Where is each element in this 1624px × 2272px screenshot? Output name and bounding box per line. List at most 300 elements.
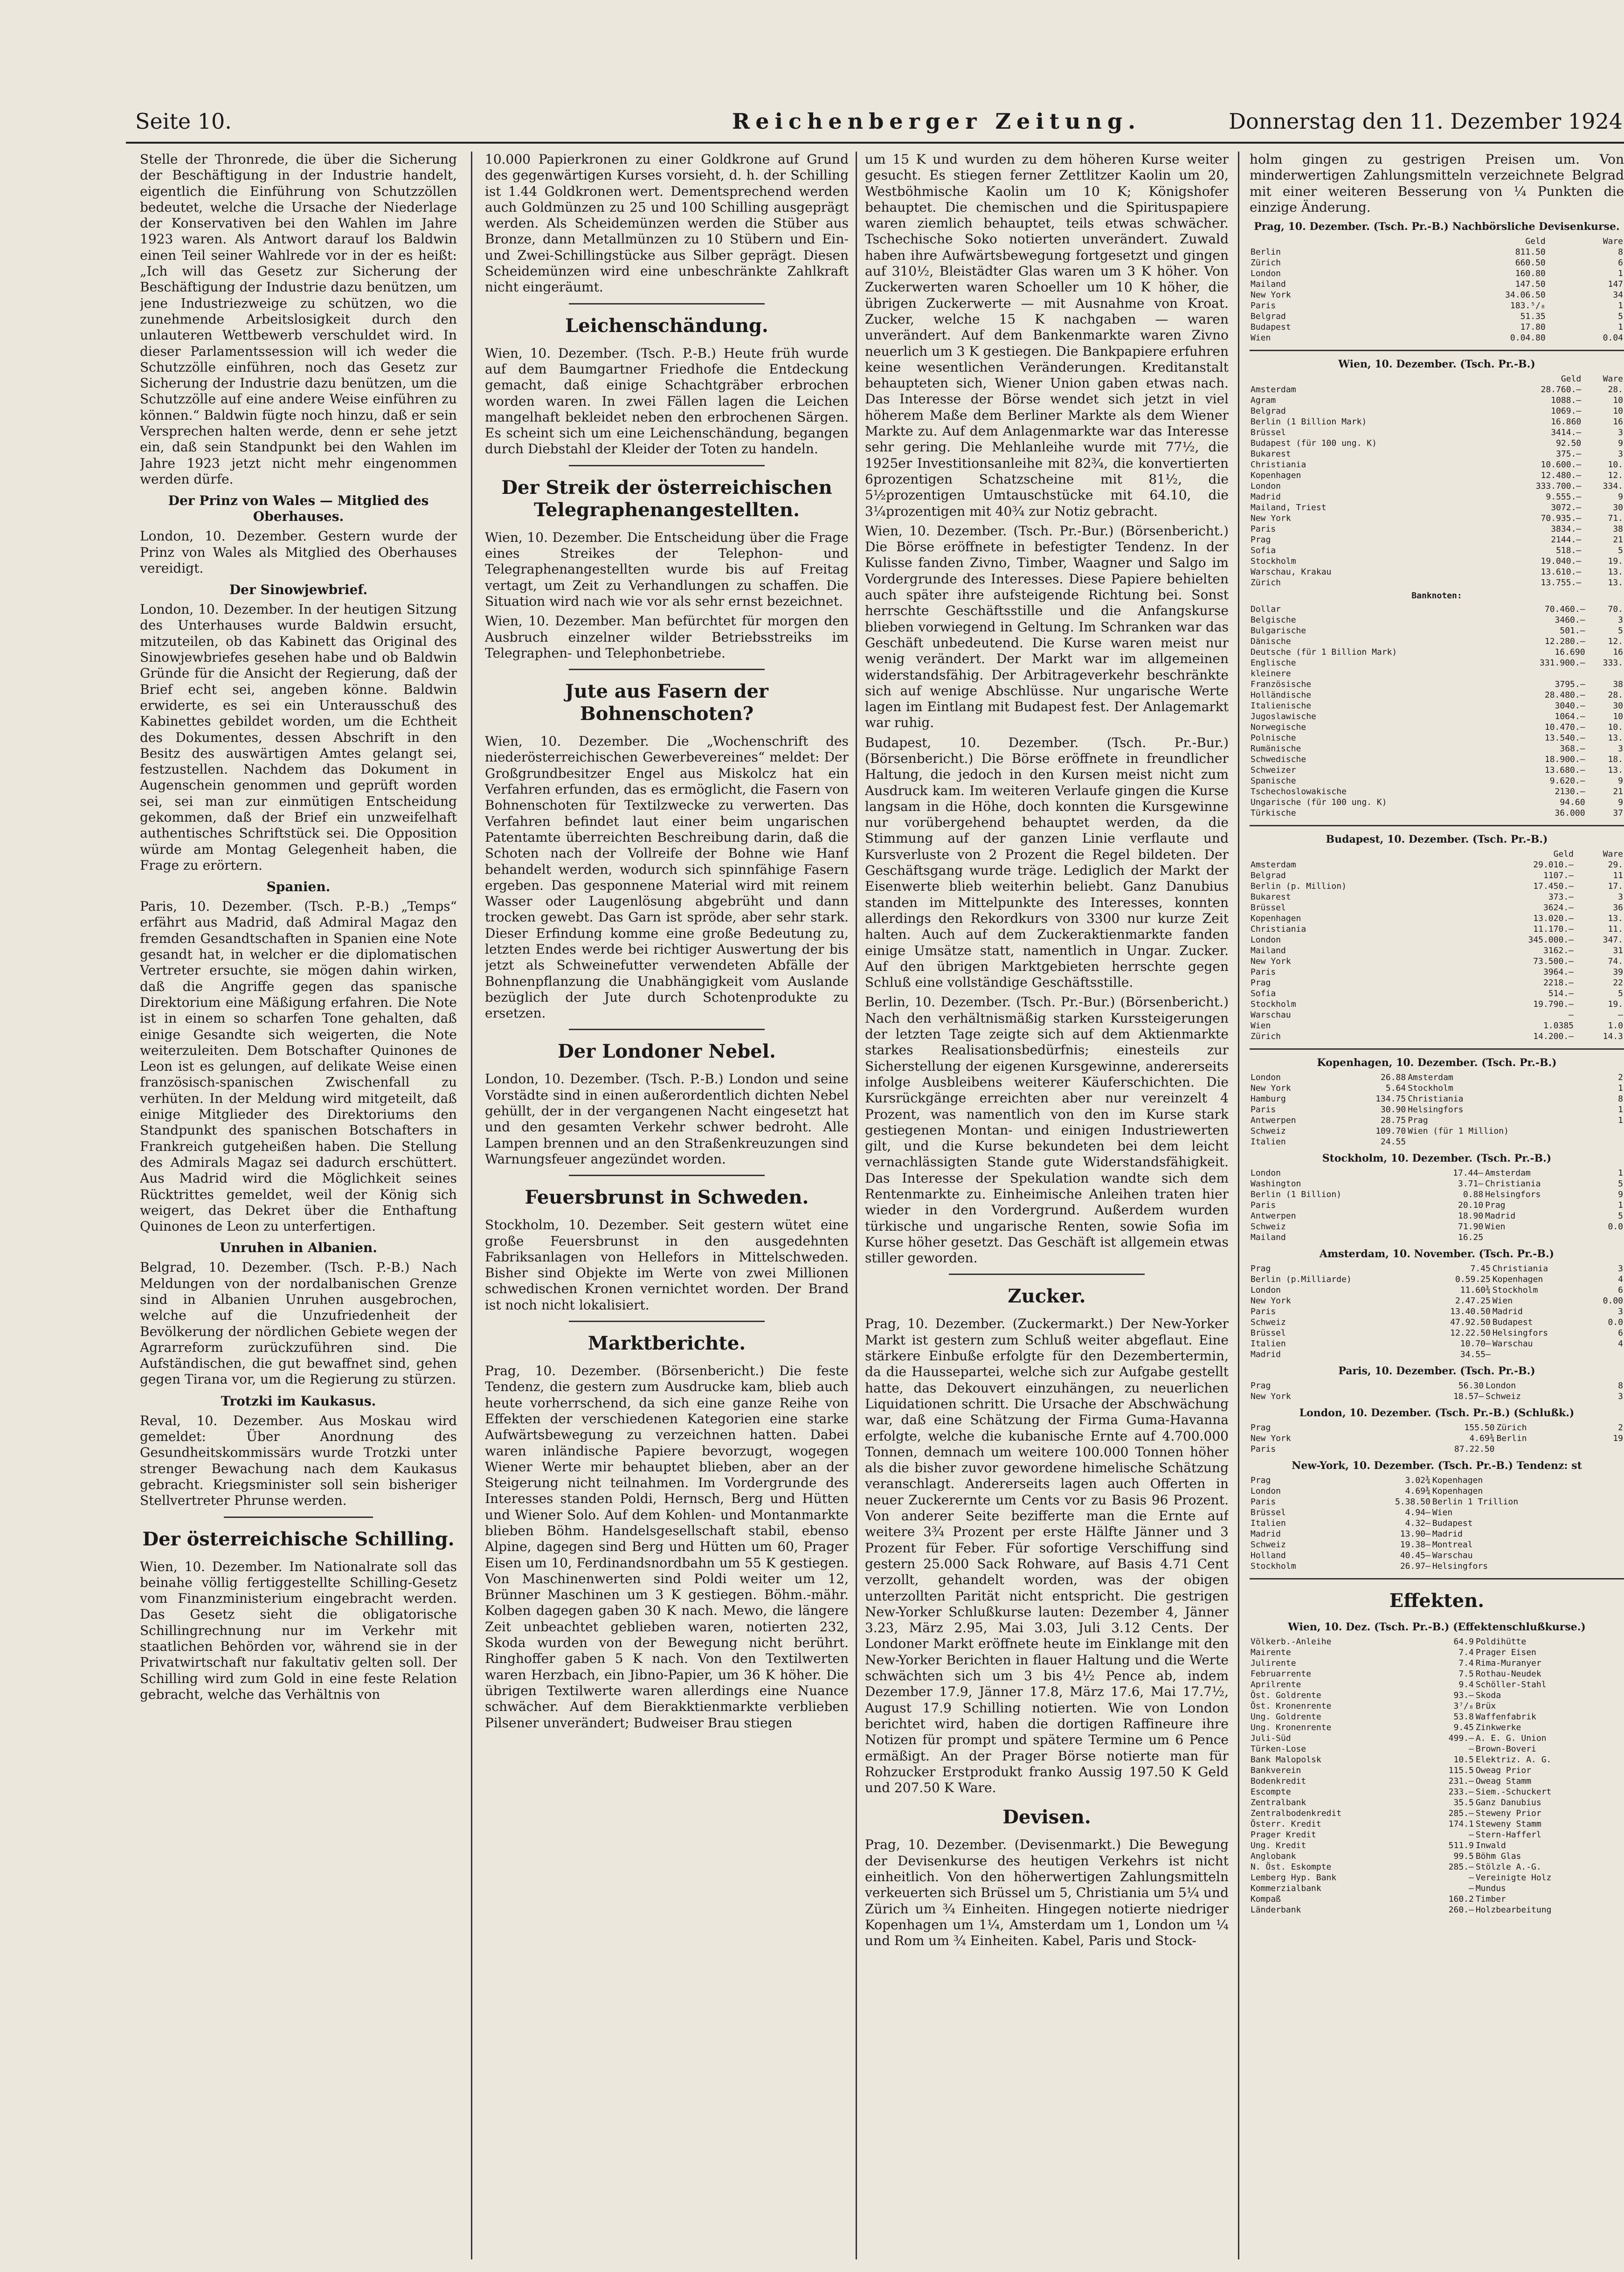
column-4-market-tables <box>1250 152 1624 2259</box>
table-cell: Paris <box>1251 1200 1276 1211</box>
table-row <box>1250 556 1624 567</box>
table-cell: 11.60¾ <box>1460 1285 1491 1295</box>
table-cell: 0.00 <box>1603 1296 1623 1306</box>
table-cell: 22 <box>1613 978 1623 988</box>
table-row <box>1250 1539 1624 1550</box>
table-cell: Rima-Muranyer <box>1475 1658 1541 1669</box>
table-row <box>1250 935 1624 945</box>
table-cell: Schweiz <box>1486 1392 1521 1402</box>
table-cell: Berlin <box>1496 1434 1527 1444</box>
table-cell: 29. <box>1608 860 1623 870</box>
table-row <box>1250 1295 1624 1306</box>
article-text: London, 10. Dezember. Gestern wurde der Prinz von Wales als Mitglied des Oberhauses vereidigt. <box>140 528 457 576</box>
table-row <box>1250 902 1624 913</box>
article-heading: Der Streik der österreichischen Telegraphenangestellten. <box>501 476 832 521</box>
table-row <box>1250 765 1624 776</box>
table-cell: — <box>1618 1010 1623 1020</box>
table-cell: 2144.— <box>1551 535 1582 545</box>
table-cell: Kopenhagen <box>1251 471 1301 481</box>
table-cell: 333. <box>1603 658 1623 668</box>
table-cell <box>1620 1883 1624 1894</box>
table-cell: 109.70 <box>1375 1126 1406 1136</box>
table-cell: 9.555.— <box>1546 492 1582 502</box>
table-cell: Stern-Hafferl <box>1475 1830 1541 1840</box>
table-cell: — <box>1469 1830 1474 1840</box>
table-row <box>1250 290 1624 300</box>
table-cell: 13. <box>1608 733 1623 743</box>
table-cell: 13. <box>1608 914 1623 924</box>
table-cell: 1 <box>1618 269 1623 279</box>
table-cell: 183.⁵/₈ <box>1510 301 1546 311</box>
table-cell: Wien (für 1 Million) <box>1408 1126 1509 1136</box>
table-cell: Belgische <box>1251 615 1296 625</box>
table-cell: Paris <box>1251 1307 1276 1317</box>
table-cell: 1.0385 <box>1543 1021 1574 1031</box>
table-row <box>1250 1232 1624 1243</box>
table-row <box>1250 1529 1624 1539</box>
table-row <box>1250 1168 1624 1178</box>
table-cell: Wien <box>1432 1508 1453 1518</box>
table-cell: Budapest <box>1432 1518 1473 1529</box>
table-cell: Holland <box>1251 1551 1286 1561</box>
article-text: London, 10. Dezember. In der heutigen Sitzung des Unterhauses wurde Baldwin ersucht, mitzuteilen, ob das Kabinett das Original des Sinowjewbriefes gesehen habe und ob Baldwin Gründe für die Ansicht der Regierung, daß der Brief echt sei, angeben könne. Baldwin erwiderte, es sei ein Unterausschuß des Kabinettes gebildet worden, um die Echtheit des Dokumentes, dessen Abschrift in den Besitz des auswärtigen Amtes gelangt sei, festzustellen. Nachdem das Dokument in Augenschein genommen und geprüft worden sei, sei man zur einmütigen Entscheidung gekommen, daß der Brief ein unzweifelhaft authentisches Schriftstück sei. Die Opposition würde am Montag Gelegenheit haben, die Frage zu erörtern. <box>140 602 457 873</box>
table-row <box>1250 1391 1624 1402</box>
table-row <box>1250 647 1624 658</box>
table-cell: Schweiz <box>1251 1222 1286 1232</box>
table-cell: 13.540.— <box>1544 733 1585 743</box>
table-cell: Prag <box>1251 1264 1271 1274</box>
table-cell: 17. <box>1608 881 1623 892</box>
table-row <box>1250 1317 1624 1328</box>
table-cell <box>1620 1561 1624 1572</box>
table-row <box>1250 1669 1624 1679</box>
table-row <box>1250 1422 1624 1433</box>
table-cell: A. E. G. Union <box>1475 1733 1547 1744</box>
table-row <box>1250 1328 1624 1338</box>
table-cell: 99.5 <box>1453 1851 1474 1862</box>
table-cell <box>1620 1754 1624 1765</box>
table-row <box>1250 956 1624 967</box>
table-cell <box>1620 1744 1624 1754</box>
table-cell <box>1620 1808 1624 1819</box>
table-cell: 3964.— <box>1543 967 1574 977</box>
table-subtitle: Wien, 10. Dez. (Tsch. Pr.-B.) (Effektenschlußkurse.) <box>1288 1621 1586 1634</box>
table-cell: 9.4 <box>1458 1680 1474 1690</box>
table-cell: 17.450.— <box>1533 881 1574 892</box>
separator <box>569 303 765 305</box>
table-cell: Oweag Stamm <box>1475 1776 1532 1787</box>
table-cell: 93.— <box>1453 1690 1474 1701</box>
article-text: Paris, 10. Dezember. (Tsch. P.-B.) „Temps“ erfährt aus Madrid, daß Admiral Magaz den fremden Gesandtschaften in Spanien eine Note gesandt hat, in welcher er die diplomatischen Vertreter ersuchte, sie mögen dahin wirken, daß die Angriffe gegen das spanische Direktorium eine Mäßigung erfahren. Die Note ist in einem so scharfen Tone gehalten, daß einige Gesandte sich weigerten, die Note weiterzuleiten. Dem Botschafter Quinones de Leon ist es gelungen, auf delikate Weise einen französisch-spanischen Zwischenfall zu verhüten. In der Meldung wird mitgeteilt, daß einige Mitglieder des Direktoriums den Standpunkt des spanischen Botschafters in Frankreich gutgeheißen haben. Die Stellung des Admirals Magaz sei dadurch erschüttert. Aus Madrid wird die Möglichkeit seines Rücktrittes gemeldet, weil der König sich weigert, das Dekret über die Enthaftung Quinones de Leon zu unterfertigen. <box>140 899 457 1234</box>
article-text: London, 10. Dezember. (Tsch. P.-B.) London und seine Vorstädte sind in einen außerordentlich dichten Nebel gehüllt, der in der vergangenen Nacht eingesetzt hat und den gesamten Verkehr schwer bedroht. Alle Lampen brennen und an den Straßenkreuzungen sind Warnungsfeuer angezündet worden. <box>485 1071 849 1167</box>
table-cell: Paris <box>1251 301 1276 311</box>
table-cell: Belgrad <box>1251 312 1286 322</box>
table-cell: 28. <box>1608 690 1623 700</box>
table-cell <box>1620 1894 1624 1905</box>
table-cell: Sofia <box>1251 989 1276 999</box>
table-cell: 16 <box>1613 417 1623 427</box>
table-cell: New York <box>1251 290 1291 300</box>
table-cell: 40.45— <box>1400 1551 1431 1561</box>
article-text: Stockholm, 10. Dezember. Seit gestern wütet eine große Feuersbrunst in den ausgedehnten Fabriksanlagen von Hellefors in Mittelschweden. Bisher sind Objekte im Werte von zwei Millionen schwedischen Kronen vernichtet worden. Der Brand ist noch nicht lokalisiert. <box>485 1217 849 1313</box>
table-cell: 10.470.— <box>1544 722 1585 733</box>
table-cell: 7.5 <box>1458 1669 1474 1679</box>
table-cell: 53.8 <box>1453 1712 1474 1722</box>
table-row <box>1250 300 1624 311</box>
table-cell: 3834.— <box>1551 524 1582 534</box>
table-row <box>1250 481 1624 492</box>
table-cell: 3460.— <box>1555 615 1585 625</box>
table-row <box>1250 577 1624 588</box>
table-cell <box>1620 1658 1624 1669</box>
table-cell: Helsingfors <box>1492 1328 1548 1338</box>
table-cell: 3624.— <box>1543 903 1574 913</box>
page-header <box>135 107 1623 140</box>
table-cell <box>1620 1529 1624 1539</box>
table-cell: Ung. Goldrente <box>1251 1712 1321 1722</box>
table-cell: Wien <box>1485 1222 1506 1232</box>
table-row <box>1250 1349 1624 1360</box>
table-row <box>1250 1797 1624 1808</box>
table-cell: 16 <box>1613 647 1623 658</box>
table-cell: 10. <box>1608 722 1623 733</box>
table-row <box>1250 733 1624 743</box>
table-cell: 155.50 <box>1464 1423 1495 1433</box>
article-text: Budapest, 10. Dezember. (Tsch. Pr.-Bur.) (Börsenbericht.) Die Börse eröffnete in freundlicher Haltung, die jedoch in den Kursen meist nicht zum Ausdruck kam. Im weiteren Verlaufe gingen die Kurse langsam in die Höhe, doch konnten die Kursgewinne nur vorübergehend behauptet werden, da die Stimmung auf der ganzen Linie verflaute und Kursverluste von 2 Prozent die Regel bildeten. Der Geschäftsgang wurde träge. Lediglich der Markt der Eisenwerte blieb weiterhin beliebt. Ganz Danubius standen im Mittelpunkte des Interesses, konnten allerdings den Rekordkurs von 3300 nur kurze Zeit halten. Auch auf dem Zuckeraktienmarkte fanden einige Umsätze statt, namentlich in Ungar. Zucker. Auf den übrigen Marktgebieten herrschte gegen Schluß eine vollständige Geschäftsstille. <box>865 734 1229 991</box>
article-text: Prag, 10. Dezember. (Devisenmarkt.) Die Bewegung der Devisenkurse des heutigen Verkehrs ist nicht einheitlich. Von den höherwertigen Zahlungsmitteln verkeuerten sich Brüssel um 5, Christiania um 5¼ und Zürich um ¾ Einheiten. Hingegen notierte niedriger Kopenhagen um 1¼, Amsterdam um 1, London um ¼ und Rom um ¾ Einheiten. Kabel, Paris und Stock- <box>865 1837 1229 1949</box>
table-cell: Sofia <box>1251 546 1276 556</box>
table-cell: 16.690 <box>1555 647 1585 658</box>
table-cell: 13. <box>1608 765 1623 776</box>
table-cell: 70.935.— <box>1541 513 1582 524</box>
page-number: Seite 10. <box>135 109 232 134</box>
table-cell: Bulgarische <box>1251 626 1306 636</box>
table-cell: Timber <box>1475 1894 1506 1905</box>
table-cell: 6 <box>1618 1285 1623 1295</box>
section-heading: Marktberichte. <box>587 1332 746 1355</box>
table-cell <box>1620 1733 1624 1744</box>
table-row <box>1250 449 1624 459</box>
table-cell <box>1250 374 1493 384</box>
table-cell: 24.55 <box>1381 1137 1406 1147</box>
table-cell: 21 <box>1613 535 1623 545</box>
table-cell: Amsterdam <box>1251 860 1296 870</box>
table-cell: 14.3 <box>1603 1032 1623 1042</box>
table-cell: Stockholm <box>1251 556 1296 567</box>
table-cell: London <box>1251 1486 1281 1496</box>
table-cell <box>1620 1679 1624 1690</box>
table-cell: Rumänische <box>1251 744 1301 754</box>
table-cell: Amsterdam <box>1485 1168 1531 1178</box>
table-cell <box>1492 1349 1587 1360</box>
table-cell <box>1620 1722 1624 1733</box>
table-cell: Berlin (1 Billion) <box>1251 1190 1342 1200</box>
table-row <box>1250 1658 1624 1669</box>
table-row <box>1250 615 1624 625</box>
table-cell: 20.10 <box>1458 1200 1484 1211</box>
table-cell: Budapest <box>1251 322 1291 332</box>
table-cell: 5 <box>1618 1179 1623 1189</box>
table-cell: 147.50 <box>1515 279 1546 290</box>
table-row <box>1250 1126 1624 1136</box>
table-row <box>1250 1561 1624 1572</box>
table-cell: 73.500.— <box>1533 956 1574 967</box>
table-header-row <box>1250 236 1624 247</box>
table-cell: Brüssel <box>1251 1328 1286 1338</box>
table-row <box>1250 1711 1624 1722</box>
table-cell: 4 <box>1618 1339 1623 1349</box>
table-cell: 30 <box>1613 701 1623 711</box>
table-cell <box>1587 1349 1624 1360</box>
table-row <box>1250 1550 1624 1561</box>
table-cell: 1 <box>1618 1168 1623 1178</box>
table-row <box>1250 1690 1624 1701</box>
table-row <box>1250 1851 1624 1862</box>
table-row <box>1250 1211 1624 1221</box>
table-cell: Ungarische (für 100 ung. K) <box>1251 797 1387 808</box>
table-cell: Escompte <box>1251 1787 1291 1797</box>
table-cell: Italien <box>1251 1518 1286 1529</box>
table-row <box>1250 797 1624 808</box>
table-cell: Berlin (p.Milliarde) <box>1251 1275 1352 1285</box>
table-cell: Schöller-Stahl <box>1475 1680 1547 1690</box>
rates-table-wien <box>1250 374 1624 588</box>
article-text: Wien, 10. Dezember. Die „Wochenschrift des niederösterreichischen Gewerbevereines“ meldet: Der Großgrundbesitzer Engel aus Miskolcz hat ein Verfahren erfunden, das es ermöglicht, die Fasern von Bohnenschoten für Textilzwecke zu verwerten. Das Verfahren befindet laut einer beim ungarischen Patentamte überreichten Beschreibung darin, daß die Schoten nach der Vollreife der Bohne wie Hanf behandelt werden, wodurch sich spinnfähige Fasern ergeben. Das gesponnene Material wird mit reinem Wasser oder Laugenlösung abgebrüht und dann trocken gewebt. Das Garn ist spröde, aber sehr stark. Dieser Erfindung komme eine große Bedeutung zu, letzten Endes werde bei richtiger Auswertung der bis jetzt als Schweinefutter verwendeten Abfälle der Bohnenpflanzung die Unabhängigkeit vom Auslande bezüglich der Jute durch Schotenprodukte zu ersetzen. <box>485 734 849 1021</box>
table-row <box>1250 1776 1624 1787</box>
rates-table-prag <box>1250 236 1624 343</box>
table-cell <box>1496 1444 1589 1455</box>
table-cell: 333.700.— <box>1535 481 1582 492</box>
table-cell: 3 <box>1618 615 1623 625</box>
table-cell: Öst. Goldrente <box>1251 1690 1321 1701</box>
table-cell: Warschau, Krakau <box>1251 567 1332 577</box>
article-text: Wien, 10. Dezember. Man befürchtet für morgen den Ausbruch einzelner wilder Betriebsstreiks im Telegraphen- und Telephonbetriebe. <box>485 613 849 661</box>
table-cell: 1064.— <box>1555 712 1585 722</box>
table-cell: 12.22.50 <box>1450 1328 1491 1338</box>
table-row <box>1250 1221 1624 1232</box>
table-row <box>1250 1136 1624 1147</box>
newspaper-title: Reichenberger Zeitung. <box>732 109 1141 134</box>
table-cell: 14.200.— <box>1533 1032 1574 1042</box>
table-cell: 36.000 <box>1555 808 1585 818</box>
table-cell: 0.04 <box>1603 333 1623 343</box>
table-cell: Kopenhagen <box>1492 1275 1543 1285</box>
table-row <box>1250 999 1624 1010</box>
table-row <box>1250 1894 1624 1905</box>
table-cell: Juli-Süd <box>1251 1733 1291 1744</box>
table-cell: 18. <box>1608 755 1623 765</box>
table-cell: 19. <box>1608 556 1623 567</box>
table-cell: 2 <box>1618 1073 1623 1083</box>
table-row <box>1250 1733 1624 1744</box>
table-row <box>1250 513 1624 524</box>
table-cell: Kopenhagen <box>1432 1475 1483 1486</box>
table-cell: 7.4 <box>1458 1658 1474 1669</box>
table-cell: 9 <box>1618 492 1623 502</box>
table-cell: 13.680.— <box>1544 765 1585 776</box>
table-cell: 511.9 <box>1448 1841 1474 1851</box>
separator <box>569 1029 765 1030</box>
table-cell: 285.— <box>1448 1808 1474 1819</box>
table-cell: 10 <box>1613 406 1623 416</box>
table-title: Kopenhagen, 10. Dezember. (Tsch. Pr.-B.) <box>1317 1057 1557 1069</box>
table-row <box>1250 786 1624 797</box>
table-cell: Christiania <box>1485 1179 1541 1189</box>
table-row <box>1250 438 1624 449</box>
table-cell: 8 <box>1618 1381 1623 1391</box>
table-row <box>1250 722 1624 733</box>
table-cell: 3 <box>1618 1392 1623 1402</box>
table-cell: 3 <box>1618 1307 1623 1317</box>
table-cell: Schweiz <box>1251 1540 1286 1550</box>
table-cell: Mailand <box>1251 279 1286 290</box>
table-cell: 9.620.— <box>1549 776 1585 786</box>
table-cell: Schweizer <box>1251 765 1296 776</box>
table-cell: Geld <box>1525 236 1546 247</box>
article-heading: Der Londoner Nebel. <box>558 1040 776 1063</box>
table-cell: Brüx <box>1475 1701 1496 1711</box>
table-cell: Berlin 1 Trillion <box>1432 1497 1519 1507</box>
table-cell: Wien <box>1251 1021 1271 1031</box>
table-cell: Holländische <box>1251 690 1312 700</box>
table-cell: Berlin (p. Million) <box>1251 881 1347 892</box>
table-row <box>1250 658 1624 668</box>
table-cell: London <box>1251 1168 1281 1178</box>
table-row <box>1250 1020 1624 1031</box>
table-cell: Prag <box>1485 1200 1506 1211</box>
table-cell: 38 <box>1613 679 1623 690</box>
table-cell: 19.790.— <box>1533 999 1574 1010</box>
table-cell: 3 <box>1618 1264 1623 1274</box>
table-cell: 3795.— <box>1555 679 1585 690</box>
table-cell: 1088.— <box>1551 395 1582 406</box>
table-cell: New York <box>1251 1434 1291 1444</box>
table-cell: 11 <box>1613 871 1623 881</box>
table-cell: Geld <box>1553 849 1574 859</box>
table-cell: 13.40.50 <box>1450 1307 1491 1317</box>
table-cell: Norwegische <box>1251 722 1306 733</box>
table-cell: 34.55— <box>1460 1350 1491 1360</box>
table-cell <box>1620 1819 1624 1829</box>
table-row <box>1250 534 1624 545</box>
table-cell: Englische <box>1251 658 1296 668</box>
table-cell: 31 <box>1613 946 1623 956</box>
article-text: um 15 K und wurden zu dem höheren Kurse weiter gesucht. Es stiegen ferner Zettlitzer Kaolin um 20, Westböhmische Kaolin um 10 K; Königshofer behauptet. Die chemischen und die Spirituspapiere waren ziemlich behauptet, teils etwas schwächer. Tschechische Soko notierten unverändert. Zuwald haben ihre Aufwärtsbewegung fortgesetzt und gingen auf 310½, Bleistädter Glas waren um 3 K höher. Von Zuckerwerten waren Schoeller um 10 K höher, die übrigen Zuckerwerte — mit Ausnahme von Kroat. Zucker, welche 15 K nachgaben — waren unverändert. Auf dem Bankenmarkte waren Zivno neuerlich um 3 K gestiegen. Die Bankpapiere erfuhren keine wesentlichen Veränderungen. Kreditanstalt behaupteten sich, Wiener Union gaben etwas nach. Das Interesse der Börse wendet sich jetzt in viel höherem Maße dem Berliner Markte als dem Wiener Markte zu. Auf dem Anlagenmarkte war das Interesse sehr gering. Die Mehlanleihe wurde mit 77½, die 1925er Investitionsanleihe mit 82¾, die konvertierten 6prozentigen Schatzscheine mit 81½, die 5½prozentigen Umtauschstücke mit 64.10, die 3¼prozentigen mit 40¾ zur Notiz gebracht. <box>865 152 1229 519</box>
table-cell: Zürich <box>1251 1032 1281 1042</box>
column-rule <box>856 152 857 2259</box>
table-cell: New York <box>1251 513 1291 524</box>
table-cell: 7.4 <box>1458 1648 1474 1658</box>
table-cell: 9 <box>1618 797 1623 808</box>
table-row <box>1250 967 1624 977</box>
table-cell: 1 <box>1618 1083 1623 1094</box>
table-cell: 0.0 <box>1608 1222 1623 1232</box>
table-cell: 18.90 <box>1458 1211 1484 1221</box>
table-cell: Polnische <box>1251 733 1296 743</box>
table-cell <box>1620 1797 1624 1808</box>
table-cell: Ganz Danubius <box>1475 1798 1541 1808</box>
table-cell: Vereinigte Holz <box>1475 1873 1552 1883</box>
table-cell: 56.30 <box>1458 1381 1484 1391</box>
table-cell: Paris <box>1251 1497 1276 1507</box>
table-cell: Inwald <box>1475 1841 1506 1851</box>
table-cell: Ung. Kredit <box>1251 1841 1306 1851</box>
table-cell: Aprilrente <box>1251 1680 1301 1690</box>
table-cell: Paris <box>1251 524 1276 534</box>
table-cell: 26.88 <box>1381 1073 1406 1083</box>
table-cell: 811.50 <box>1515 247 1546 257</box>
table-header-row <box>1250 849 1624 859</box>
table-cell <box>1620 1776 1624 1787</box>
table-row <box>1250 1104 1624 1115</box>
table-cell: 10 <box>1613 712 1623 722</box>
table-cell: Türkische <box>1251 808 1296 818</box>
table-cell: 1 <box>1618 322 1623 332</box>
table-cell <box>1589 1444 1624 1455</box>
table-cell <box>1407 1136 1610 1147</box>
table-cell: 6 <box>1618 258 1623 268</box>
table-row <box>1250 870 1624 881</box>
table-cell: — <box>1469 1873 1474 1883</box>
table-cell: Washington <box>1251 1179 1301 1189</box>
table-cell: 285.— <box>1448 1862 1474 1872</box>
table-cell: Italien <box>1251 1137 1286 1147</box>
article-text: Wien, 10. Dezember. Die Entscheidung über die Frage eines Streikes der Telephon- und Telegraphenangestellten wurde bis auf Freitag vertagt, um Zeit zu Verhandlungen zu schaffen. Die Situation wird nach wie vor als sehr ernst bezeichnet. <box>485 529 849 609</box>
table-cell: 70.460.— <box>1544 604 1585 615</box>
table-cell: London <box>1251 481 1281 492</box>
table-row <box>1250 636 1624 647</box>
table-row <box>1250 492 1624 502</box>
table-row <box>1250 1200 1624 1211</box>
separator <box>949 1274 1145 1275</box>
table-cell: Prag <box>1251 1475 1271 1486</box>
separator <box>1250 825 1624 826</box>
table-cell: Amsterdam <box>1251 385 1296 395</box>
table-cell: 3.71— <box>1458 1179 1484 1189</box>
article-text: Wien, 10. Dezember. (Tsch. P.-B.) Heute früh wurde auf dem Baumgartner Friedhofe die Entdeckung gemacht, daß einige Schachtgräber erbrochen worden waren. In zwei Fällen lagen die Leichen mangelhaft bekleidet neben den erbrochenen Särgen. Es scheint sich um eine Leichenschändung, begangen durch Diebstahl der Kleider der Toten zu handeln. <box>485 345 849 457</box>
table-cell: Ware <box>1603 849 1623 859</box>
table-cell: 30 <box>1613 503 1623 513</box>
table-row <box>1250 1094 1624 1104</box>
table-cell: Anglobank <box>1251 1851 1296 1862</box>
table-cell: Zürich <box>1251 258 1281 268</box>
table-cell: Prag <box>1251 1423 1271 1433</box>
table-cell: 13. <box>1608 578 1623 588</box>
article-text: Prag, 10. Dezember. (Börsenbericht.) Die feste Tendenz, die gestern zum Ausdrucke kam, blieb auch heute vorherrschend, da sich eine ganze Reihe von Effekten der verschiedenen Kategorien eine starke Aufwärtsbewegung zu verzeichnen hatten. Dabei waren inländische Papiere bevorzugt, wogegen Wiener Werte mir behauptet blieben, aber an der Steigerung nicht teilnahmen. Im Vordergrunde des Interesses standen Poldi, Hernsch, Berg und Hütten und Wiener Solo. Auf dem Kohlen- und Montanmarkte blieben Böhm. Handelsgesellschaft stabil, ebenso Alpine, dagegen sind Berg und Hütten um 60, Prager Eisen um 10, Ferdinandsnordbahn um 55 K gestiegen. Von Maschinenwerten sind Poldi weiter um 12, Brünner Maschinen um 3 K gestiegen. Böhm.-mähr. Kolben dagegen gaben 30 K nach. Mewo, die längere Zeit unbeachtet geblieben waren, notierten 232, Skoda wurden von der Bewegung nicht berührt. Ringhoffer gaben 5 K nach. Von den Textilwerten waren Herzbach, ein Jibno-Papier, um 36 K höher. Die übrigen Textilwerte waren allerdings eine Nuance schwächer. Auf dem Bierakktienmarkte verblieben Pilsener unverändert; Budweiser Brau stiegen <box>485 1363 849 1731</box>
table-cell: Prag <box>1408 1115 1428 1126</box>
table-cell: 160.2 <box>1448 1894 1474 1905</box>
table-cell <box>1620 1507 1624 1518</box>
table-cell: 10 <box>1613 395 1623 406</box>
table-cell: 36 <box>1613 903 1623 913</box>
table-cell: Amsterdam <box>1408 1073 1453 1083</box>
table-row <box>1250 881 1624 892</box>
section-heading: Effekten. <box>1389 1590 1485 1612</box>
table-cell: 1107.— <box>1543 871 1574 881</box>
rates-table-london <box>1250 1422 1624 1455</box>
table-cell <box>1620 1765 1624 1776</box>
table-cell: Julirente <box>1251 1658 1296 1669</box>
table-cell <box>1620 1840 1624 1851</box>
table-cell: Bankverein <box>1251 1766 1301 1776</box>
table-row <box>1250 1274 1624 1285</box>
table-cell: 19 <box>1613 1434 1623 1444</box>
table-cell: 514.— <box>1548 989 1574 999</box>
table-cell: Elektriz. A. G. <box>1475 1755 1552 1765</box>
article-heading: Unruhen in Albanien. <box>220 1240 377 1256</box>
table-cell: Schweiz <box>1251 1317 1286 1328</box>
table-row <box>1250 1765 1624 1776</box>
